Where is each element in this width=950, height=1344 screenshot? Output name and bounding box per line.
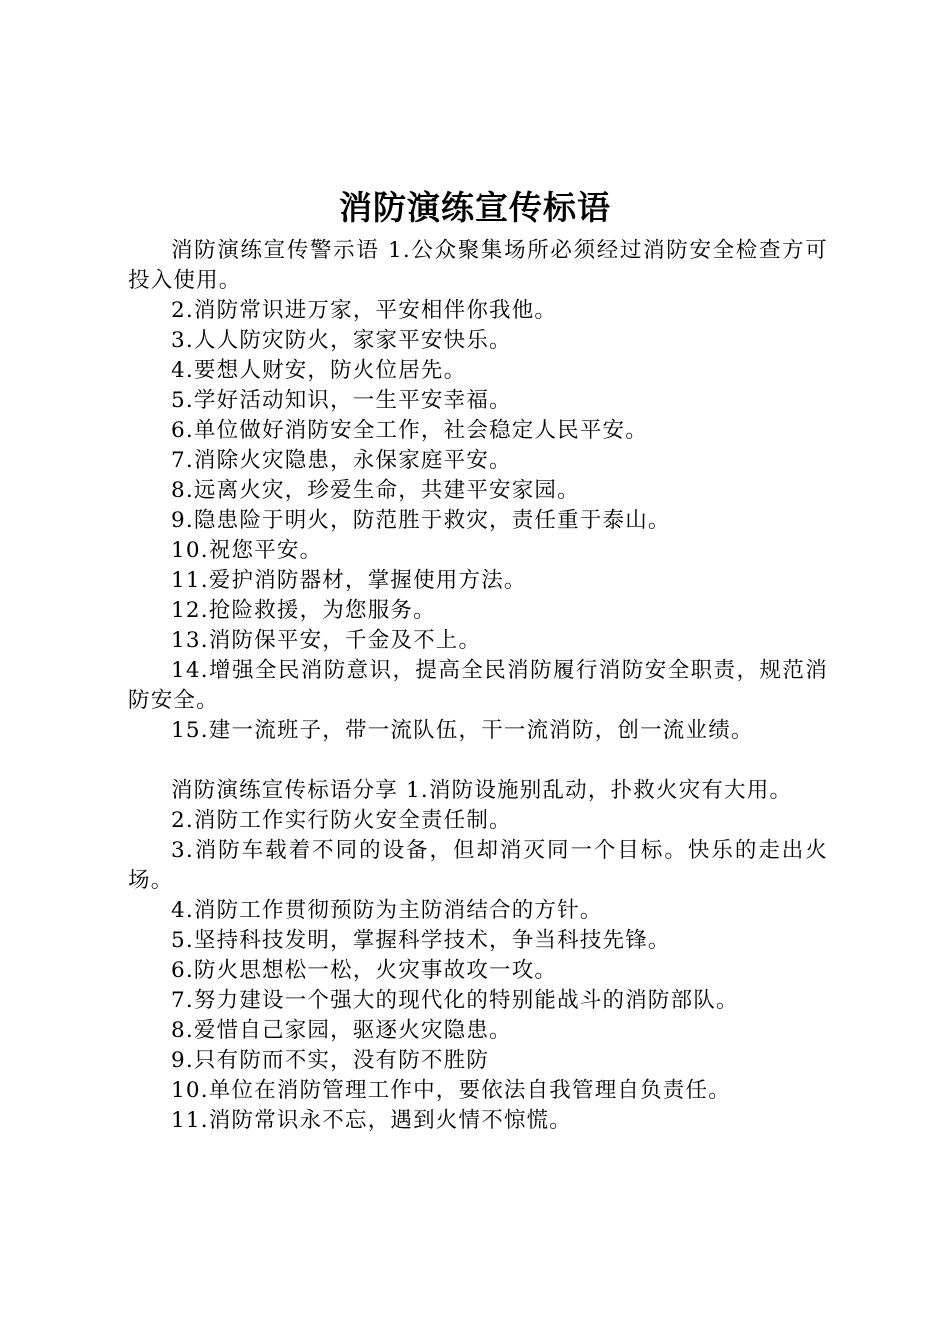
paragraph: 消防演练宣传标语分享 1.消防设施别乱动，扑救火灾有大用。 — [171, 778, 793, 803]
paragraph: 6.防火思想松一松，火灾事故攻一攻。 — [171, 958, 558, 983]
paragraph: 7.努力建设一个强大的现代化的特别能战斗的消防部队。 — [171, 988, 739, 1013]
paragraph: 11.消防常识永不忘，遇到火情不惊慌。 — [171, 1108, 572, 1133]
document-body — [128, 236, 828, 1136]
paragraph: 12.抢险救援，为您服务。 — [171, 598, 436, 623]
paragraph: 2.消防工作实行防火安全责任制。 — [171, 808, 512, 833]
paragraph: 11.爱护消防器材，掌握使用方法。 — [171, 568, 527, 593]
paragraph: 9.隐患险于明火，防范胜于救灾，责任重于泰山。 — [171, 508, 671, 533]
paragraph: 13.消防保平安，千金及不上。 — [171, 628, 482, 653]
paragraph: 3.消防车载着不同的设备，但却消灭同一个目标。快乐的走出火场。 — [128, 838, 828, 893]
paragraph: 8.远离火灾，珍爱生命，共建平安家园。 — [171, 478, 580, 503]
paragraph: 10.祝您平安。 — [171, 538, 323, 563]
paragraph: 4.消防工作贯彻预防为主防消结合的方针。 — [171, 898, 603, 923]
paragraph: 15.建一流班子，带一流队伍，干一流消防，创一流业绩。 — [171, 718, 754, 743]
paragraph: 10.单位在消防管理工作中，要依法自我管理自负责任。 — [171, 1078, 731, 1103]
paragraph: 5.坚持科技发明，掌握科学技术，争当科技先锋。 — [171, 928, 671, 953]
paragraph: 14.增强全民消防意识，提高全民消防履行消防安全职责，规范消防安全。 — [128, 658, 828, 713]
paragraph: 消防演练宣传警示语 1.公众聚集场所必须经过消防安全检查方可投入使用。 — [128, 238, 828, 293]
paragraph: 6.单位做好消防安全工作，社会稳定人民平安。 — [171, 418, 648, 443]
paragraph: 3.人人防灾防火，家家平安快乐。 — [171, 328, 512, 353]
section-spacer — [128, 746, 828, 776]
paragraph: 2.消防常识进万家，平安相伴你我他。 — [171, 298, 558, 323]
slogan-section-1 — [128, 236, 828, 746]
document-title: 消防演练宣传标语 — [339, 188, 611, 227]
paragraph: 8.爱惜自己家园，驱逐火灾隐患。 — [171, 1018, 512, 1043]
paragraph: 5.学好活动知识，一生平安幸福。 — [171, 388, 512, 413]
paragraph: 9.只有防而不实，没有防不胜防 — [171, 1048, 490, 1073]
paragraph: 4.要想人财安，防火位居先。 — [171, 358, 467, 383]
paragraph: 7.消除火灾隐患，永保家庭平安。 — [171, 448, 512, 473]
slogan-section-2 — [128, 776, 828, 1136]
